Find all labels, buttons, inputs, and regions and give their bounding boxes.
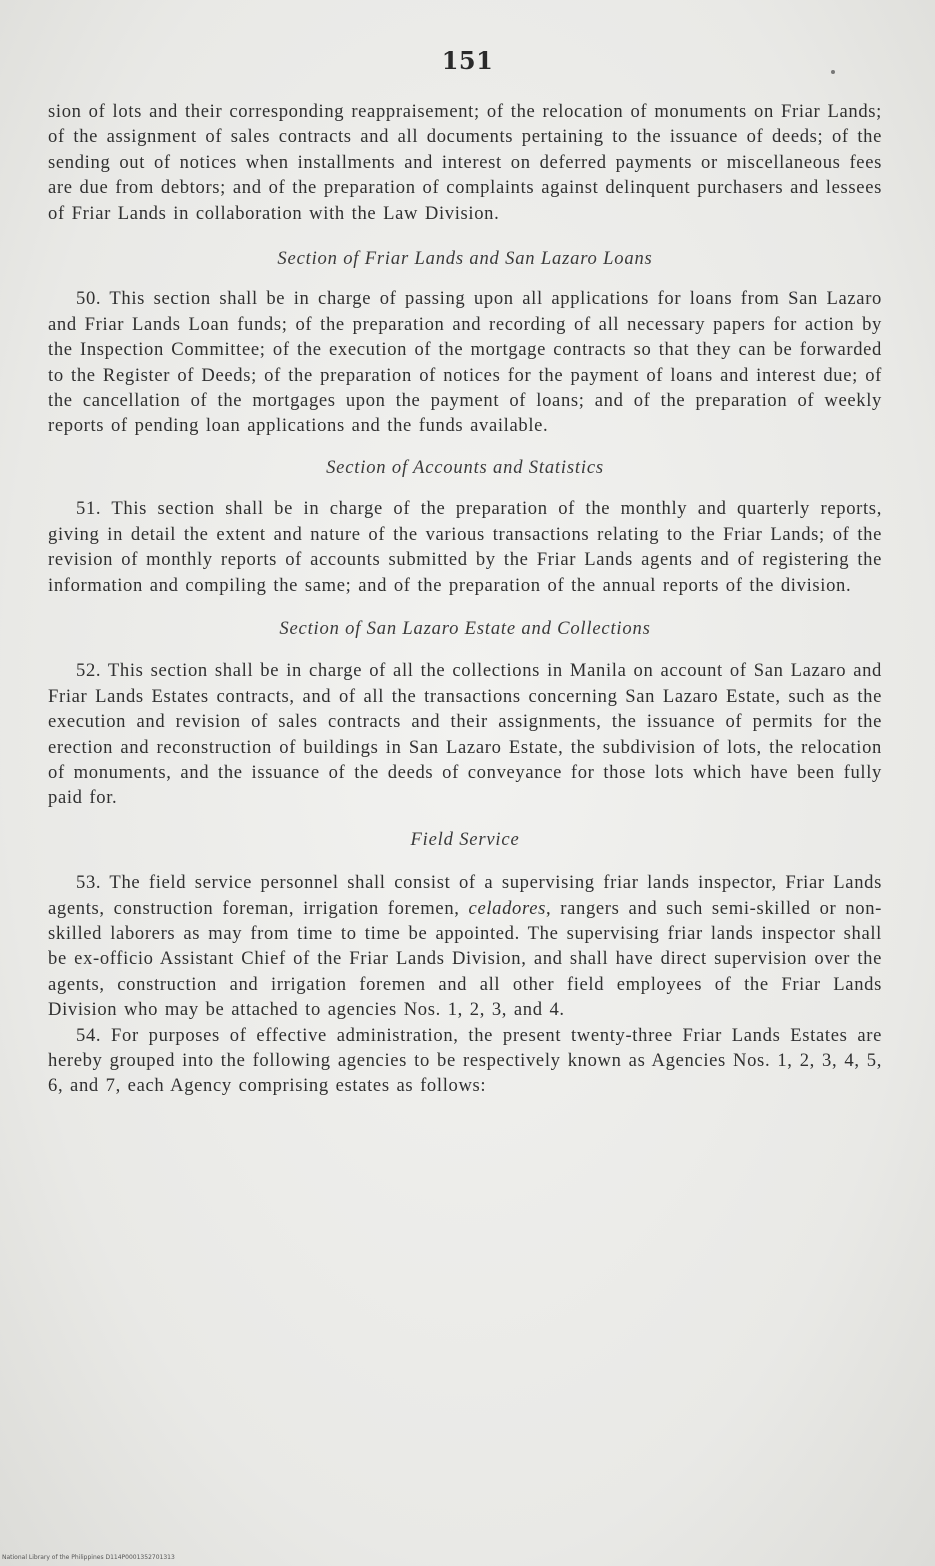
page-body: [48, 99, 882, 1099]
paragraph-continuation: sion of lots and their corresponding reappraisement; of the relocation of monuments on Friar Lands; of the assignment of sales contracts and all documents pertaining to the issuance of deeds; of the sending out of notices when installments and interest on deferred payments or miscellaneous fees are due from debtors; and of the preparation of complaints against delinquent purchasers and lessees of Friar Lands in collaboration with the Law Division.: [48, 101, 882, 224]
scan-footer-note: National Library of the Philippines D114P0001352701313: [2, 1554, 175, 1561]
paragraph-53-italic-term: celadores: [468, 897, 546, 919]
paragraph-54: 54. For purposes of effective administration, the present twenty-three Friar Lands Estates are hereby grouped into the following agencies to be respectively known as Agencies Nos. 1, 2, 3, 4, 5, 6, and 7, each Agency comprising estates as follows:: [48, 1024, 882, 1097]
paragraph-51: 51. This section shall be in charge of the preparation of the monthly and quarterly reports, giving in detail the extent and nature of the various transactions relating to the Friar Lands; of the revision of monthly reports of accounts submitted by the Friar Lands agents and of registering the information and compiling the same; and of the preparation of the annual reports of the division.: [48, 498, 882, 596]
paragraph-52: 52. This section shall be in charge of all the collections in Manila on account of San Lazaro and Friar Lands Estates contracts, and of all the transactions concerning San Lazaro Estate, such as the execution and revision of sales contracts and their assignments, the issuance of permits for the erection and reconstruction of buildings in San Lazaro Estate, the subdivision of lots, the relocation of monuments, and the issuance of the deeds of conveyance for those lots which have been fully paid for.: [48, 660, 882, 809]
section-heading-field-service: Field Service: [410, 828, 520, 850]
scan-speck: [831, 70, 835, 74]
paragraph-53-part-b: , rangers and such semi-skilled or non-skilled laborers as may from time to time be appointed. The supervising friar lands inspector shall be ex-officio Assistant Chief of the Friar Lands Division, and shall have direct supervision over the agents, construction and irrigation foremen and all other field employees of the Friar Lands Division who may be attached to agencies Nos. 1, 2, 3, and 4.: [48, 897, 883, 1021]
paragraph-53-part-a: 53. The field service personnel shall consist of a supervising friar lands inspector, Friar Lands agents, construction foreman, irrigation foremen,: [48, 872, 882, 919]
section-heading-san-lazaro: Section of San Lazaro Estate and Collections: [279, 617, 651, 639]
paragraph-50: 50. This section shall be in charge of passing upon all applications for loans from San Lazaro and Friar Lands Loan funds; of the preparation and recording of all necessary papers for action by the Inspection Committee; of the execution of the mortgage contracts so that they can be forwarded to the Register of Deeds; of the preparation of notices for the payment of loans and interest due; of the cancellation of the mortgages upon the payment of loans; and of the preparation of weekly reports of pending loan applications and the funds available.: [48, 288, 882, 437]
section-heading-loans: Section of Friar Lands and San Lazaro Loans: [277, 248, 653, 270]
section-heading-accounts: Section of Accounts and Statistics: [326, 456, 604, 478]
page-number: 151: [441, 46, 494, 75]
paragraph-53: [48, 870, 882, 1022]
